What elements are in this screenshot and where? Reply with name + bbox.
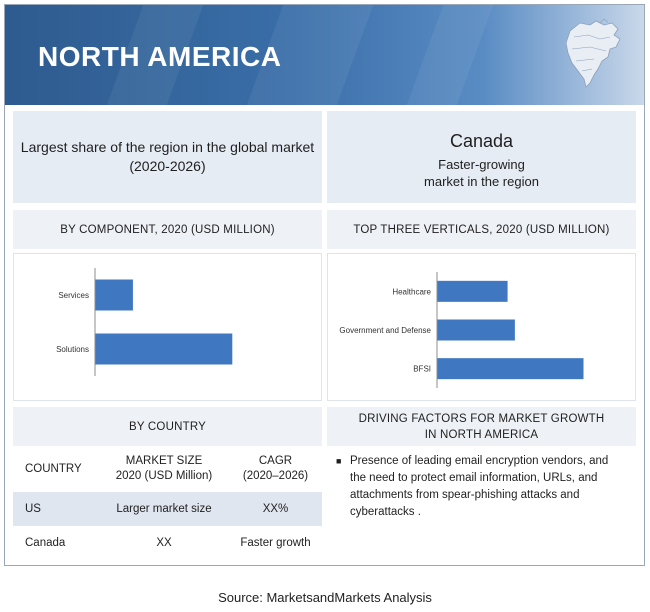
bar-healthcare [438,281,508,302]
row-cagr: XX% [262,502,289,515]
bar-bfsi [438,358,584,379]
verticals-chart-heading [327,210,636,249]
country-table [13,446,322,560]
row-cagr: Faster growth [240,536,311,549]
bar-government-and-defense [438,320,515,341]
driving-factors-title-line2: IN NORTH AMERICA [424,428,539,441]
category-label: Healthcare [392,287,431,297]
fastest-growing-line2: market in the region [424,174,539,189]
category-label: Services [58,291,89,300]
source-note: Source: MarketsandMarkets Analysis [218,590,432,605]
market-size-column-header [99,454,229,484]
country-column-header: COUNTRY [25,463,82,475]
driving-factors-list [336,453,626,521]
category-label: BFSI [413,364,431,374]
driving-factors-title-line1: DRIVING FACTORS FOR MARKET GROWTH [358,412,605,425]
fastest-growing-line1: Faster-growing [438,157,525,172]
market-size-header-line2: 2020 (USD Million) [115,470,213,482]
row-country: Canada [25,537,66,549]
verticals-chart-box [327,253,636,401]
category-label: Solutions [56,345,89,354]
row-market-size: XX [156,536,172,549]
bar-services [96,280,133,311]
market-size-header-line1: MARKET SIZE [125,455,203,467]
component-chart-title: BY COMPONENT, 2020 (USD MILLION) [60,223,275,236]
category-label: Government and Defense [339,326,431,335]
verticals-bar-chart [328,254,635,400]
country-heading-title: BY COUNTRY [129,420,206,433]
cagr-column-header [229,454,322,484]
table-row [13,492,322,526]
header-banner [5,5,644,105]
region-share-text: Largest share of the region in the global market (2020-2026) [20,139,315,174]
driving-factor-item: Presence of leading email encryption vendors, and the need to protect email information, URLs, and attachments from spear-phishing attacks and cyberattacks . [350,455,609,518]
component-chart-box [13,253,322,401]
cagr-header-line2: (2020–2026) [242,470,309,482]
cagr-header-line1: CAGR [258,455,293,467]
north-america-map-icon [560,17,630,93]
bullet-icon: ■ [336,456,342,466]
driving-factors-heading [327,407,636,446]
table-header-row [13,446,322,492]
fastest-growing-country: Canada [449,131,514,151]
region-share-highlight [13,111,322,203]
row-market-size: Larger market size [116,502,212,515]
fastest-growing-highlight [327,111,636,203]
component-chart-heading [13,210,322,249]
row-country: US [25,503,41,515]
page-title: NORTH AMERICA [38,41,282,72]
bar-solutions [96,334,233,365]
country-heading [13,407,322,446]
table-row [13,526,322,560]
component-bar-chart [14,254,321,400]
infographic-frame [4,4,645,566]
verticals-chart-title: TOP THREE VERTICALS, 2020 (USD MILLION) [353,223,610,236]
